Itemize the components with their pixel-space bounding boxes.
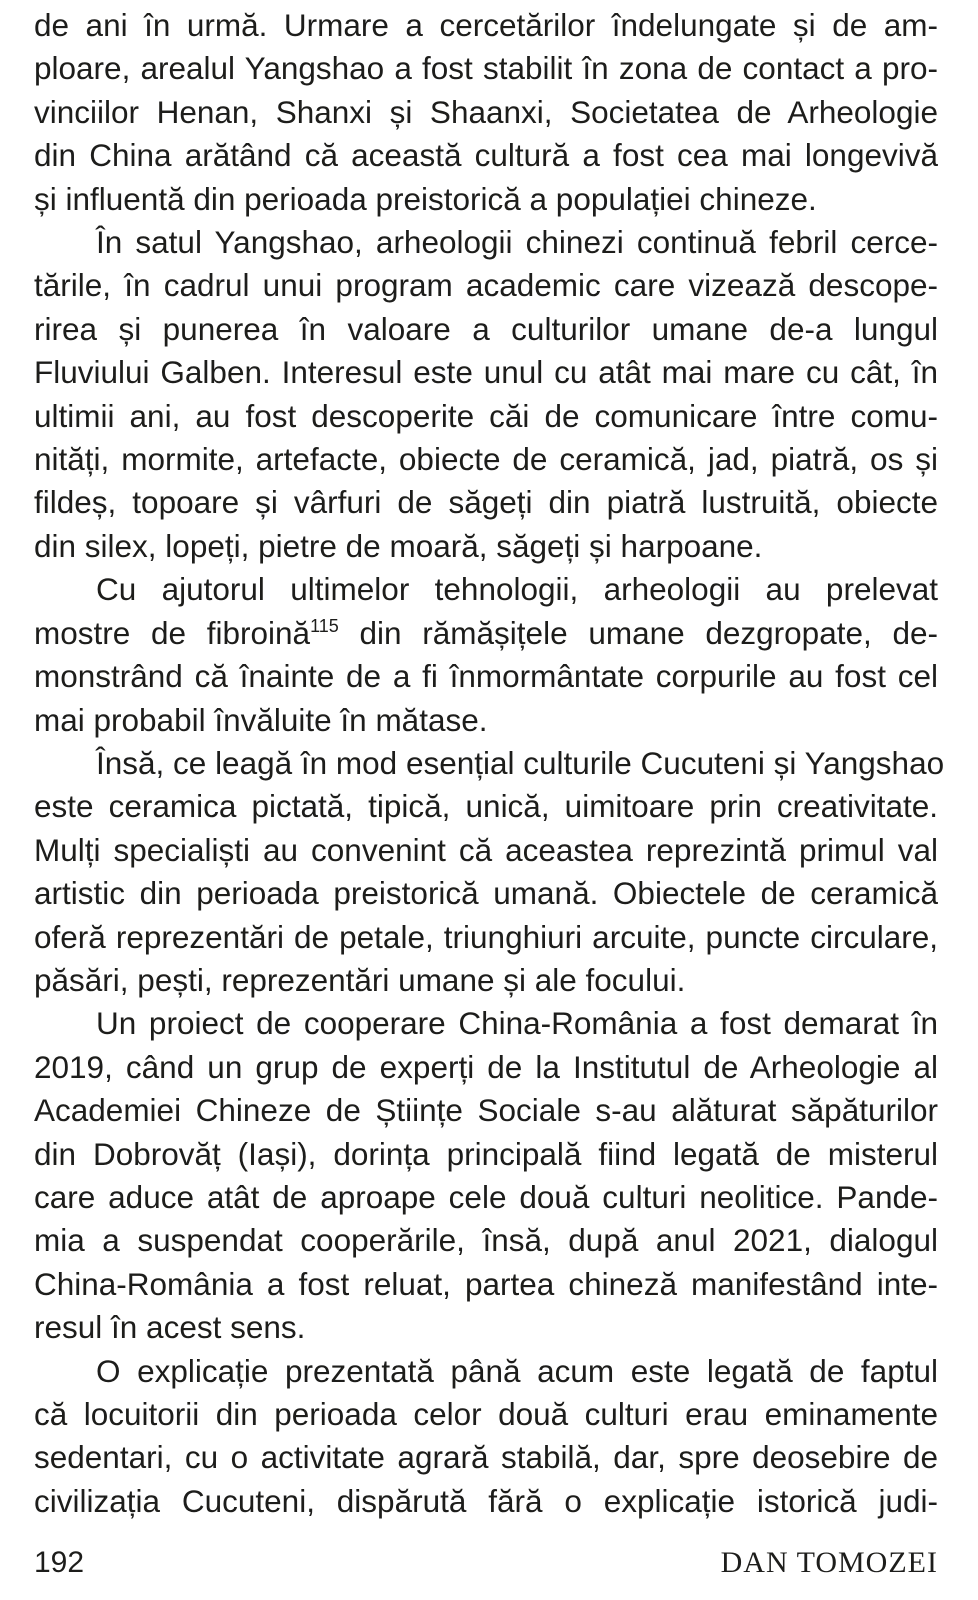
text-line: Mulți specialiști au convenint că aceastea reprezintă primul val — [34, 831, 938, 868]
text-line: tările, în cadrul unui program academic care vizează descope- — [34, 267, 938, 304]
text-line: Un proiect de cooperare China-România a fost demarat în — [96, 1005, 938, 1042]
text-line: Academiei Chineze de Științe Sociale s-au alăturat săpăturilor — [34, 1092, 938, 1129]
text-fragment: din rămășițele umane dezgropate, de- — [338, 614, 938, 651]
text-line: din China arătând că această cultură a fost cea mai longevivă — [34, 137, 938, 174]
paragraph-3 — [34, 568, 938, 742]
page-body — [34, 4, 945, 1523]
text-line: din silex, lopeți, pietre de moară, săgeți și harpoane. — [34, 527, 763, 564]
page-number: 192 — [34, 1546, 85, 1579]
text-fragment: mostre de fibroină — [34, 614, 311, 651]
page-footer — [34, 1546, 938, 1586]
text-line: sedentari, cu o activitate agrară stabilă, dar, spre deosebire de — [34, 1439, 938, 1476]
text-line: este ceramica pictată, tipică, unică, uimitoare prin creativitate. — [34, 788, 938, 825]
text-line: care aduce atât de aproape cele două culturi neolitice. Pande- — [34, 1178, 938, 1215]
text-line: rirea și punerea în valoare a culturilor umane de-a lungul — [34, 310, 938, 347]
text-line: oferă reprezentări de petale, triunghiuri arcuite, puncte circulare, — [34, 918, 938, 955]
text-line: mai probabil învăluite în mătase. — [34, 701, 488, 738]
paragraph-1 — [34, 4, 938, 221]
text-line: monstrând că înainte de a fi înmormântate corpurile au fost cel — [34, 658, 938, 695]
text-line-with-footnote — [34, 612, 938, 655]
paragraph-2 — [34, 221, 938, 568]
text-line: fildeș, topoare și vârfuri de săgeți din piatră lustruită, obiecte — [34, 484, 938, 521]
text-line: China-România a fost reluat, partea chineză manifestând inte- — [34, 1265, 938, 1302]
text-line: artistic din perioada preistorică umană. Obiectele de ceramică — [34, 875, 938, 912]
footnote-marker[interactable]: 115 — [310, 615, 339, 636]
text-line: păsări, pești, reprezentări umane și ale focului. — [34, 961, 686, 998]
text-line: că locuitorii din perioada celor două culturi erau eminamente — [34, 1396, 938, 1432]
text-line: O explicație prezentată până acum este legată de faptul — [96, 1352, 938, 1389]
text-line: din Dobrovăț (Iași), dorința principală fiind legată de misterul — [34, 1135, 938, 1172]
text-line: resul în acest sens. — [34, 1309, 306, 1346]
text-line: 2019, când un grup de experți de la Institutul de Arheologie al — [34, 1048, 938, 1085]
text-line: de ani în urmă. Urmare a cercetărilor îndelungate și de am- — [34, 7, 938, 43]
text-line: Fluviului Galben. Interesul este unul cu atât mai mare cu cât, în — [34, 354, 938, 391]
paragraph-5 — [34, 1002, 938, 1349]
text-line: și influentă din perioada preistorică a populației chineze. — [34, 180, 817, 217]
text-line: ultimii ani, au fost descoperite căi de comunicare între comu- — [34, 397, 938, 434]
text-line: civilizația Cucuteni, dispărută fără o explicație istorică judi- — [34, 1482, 938, 1519]
text-line: mia a suspendat cooperările, însă, după anul 2021, dialogul — [34, 1222, 938, 1259]
paragraph-4 — [34, 742, 945, 1002]
text-line: În satul Yangshao, arheologii chinezi continuă febril cerce- — [96, 224, 938, 261]
paragraph-6 — [34, 1350, 938, 1524]
text-line: Cu ajutorul ultimelor tehnologii, arheologii au prelevat — [96, 571, 938, 608]
text-line: vinciilor Henan, Shanxi și Shaanxi, Societatea de Arheologie — [34, 93, 938, 130]
running-head-author: DAN TOMOZEI — [720, 1546, 938, 1579]
text-line: ploare, arealul Yangshao a fost stabilit în zona de contact a pro- — [34, 50, 938, 87]
text-line: nități, mormite, artefacte, obiecte de ceramică, jad, piatră, os și — [34, 441, 938, 478]
text-line: Însă, ce leagă în mod esențial culturile Cucuteni și Yangshao — [96, 744, 945, 781]
